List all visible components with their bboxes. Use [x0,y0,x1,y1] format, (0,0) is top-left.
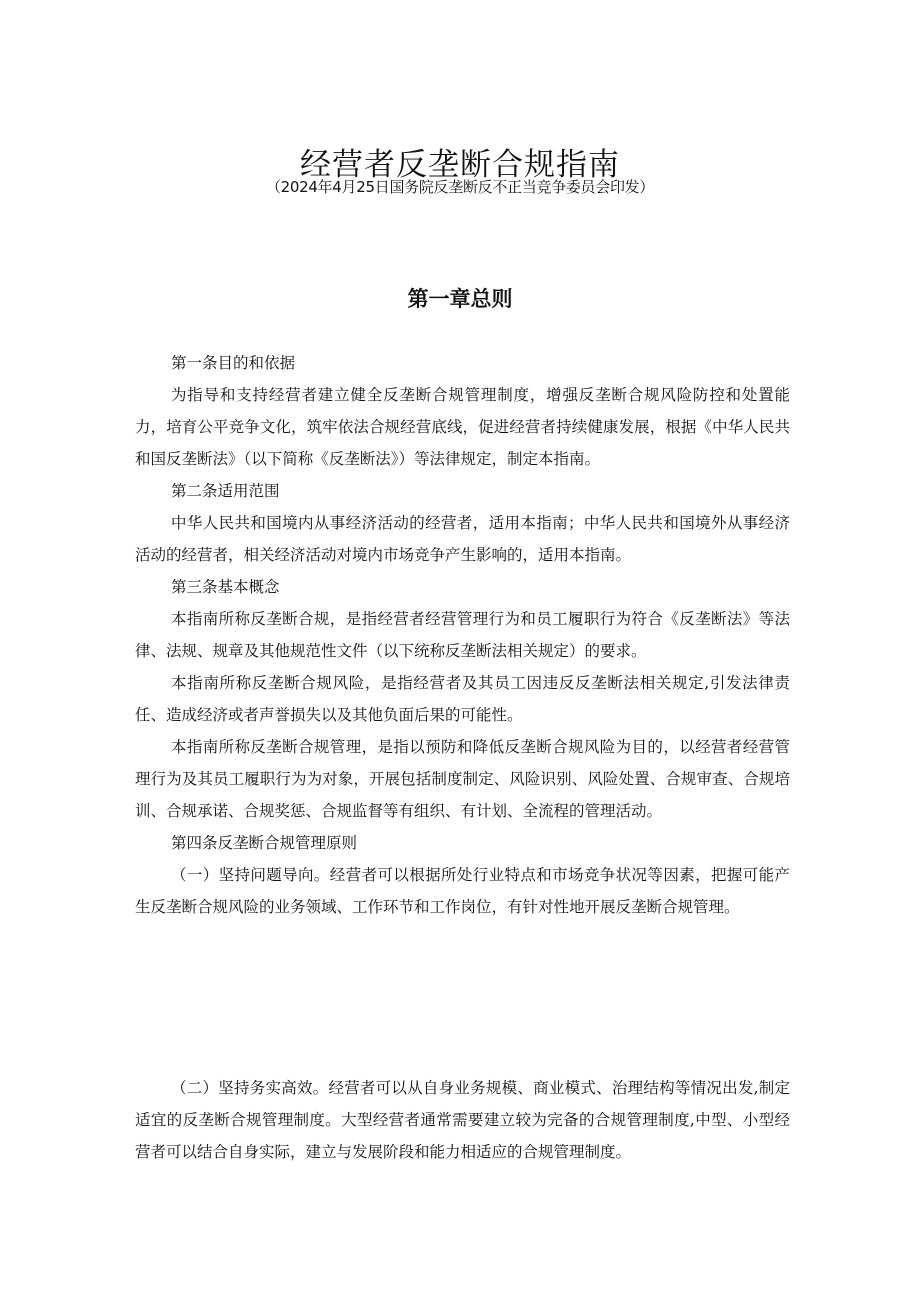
article-3-paragraph-3: 本指南所称反垄断合规管理，是指以预防和降低反垄断合规风险为目的，以经营者经营管理行为及其员工履职行为为对象，开展包括制度制定、风险识别、风险处置、合规审查、合规培训、合规承诺、合规奖惩、合规监督等有组织、有计划、全流程的管理活动。 [135,738,790,820]
chapter-heading: 第一章总则 [407,287,513,312]
document-body [135,347,790,923]
article-2-heading: 第二条适用范围 [171,482,280,500]
article-1-heading: 第一条目的和依据 [171,354,296,372]
document-body-continued [135,1072,790,1168]
article-3-heading: 第三条基本概念 [171,578,280,596]
article-4-heading: 第四条反垄断合规管理原则 [171,834,358,852]
article-3-paragraph-2: 本指南所称反垄断合规风险，是指经营者及其员工因违反反垄断法相关规定,引发法律责任、造成经济或者声誉损失以及其他负面后果的可能性。 [135,674,790,724]
article-4-paragraph-1: （一）坚持问题导向。经营者可以根据所处行业特点和市场竞争状况等因素，把握可能产生反垄断合规风险的业务领域、工作环节和工作岗位，有针对性地开展反垄断合规管理。 [135,866,790,916]
document-title: 经营者反垄断合规指南 [300,146,620,183]
article-4-paragraph-2: （二）坚持务实高效。经营者可以从自身业务规模、商业模式、治理结构等情况出发,制定适宜的反垄断合规管理制度。大型经营者通常需要建立较为完备的合规管理制度,中型、小型经营者可以结合自身实际，建立与发展阶段和能力相适应的合规管理制度。 [135,1079,790,1161]
article-3-paragraph-1: 本指南所称反垄断合规，是指经营者经营管理行为和员工履职行为符合《反垄断法》等法律、法规、规章及其他规范性文件（以下统称反垄断法相关规定）的要求。 [135,610,790,660]
article-1-paragraph: 为指导和支持经营者建立健全反垄断合规管理制度，增强反垄断合规风险防控和处置能力，培育公平竞争文化，筑牢依法合规经营底线，促进经营者持续健康发展，根据《中华人民共和国反垄断法》（以下简称《反垄断法》）等法律规定，制定本指南。 [135,386,790,468]
article-2-paragraph: 中华人民共和国境内从事经济活动的经营者，适用本指南；中华人民共和国境外从事经济活动的经营者，相关经济活动对境内市场竞争产生影响的，适用本指南。 [135,514,790,564]
document-subtitle: （2024年4月25日国务院反垄断反不正当竞争委员会印发） [265,178,655,196]
